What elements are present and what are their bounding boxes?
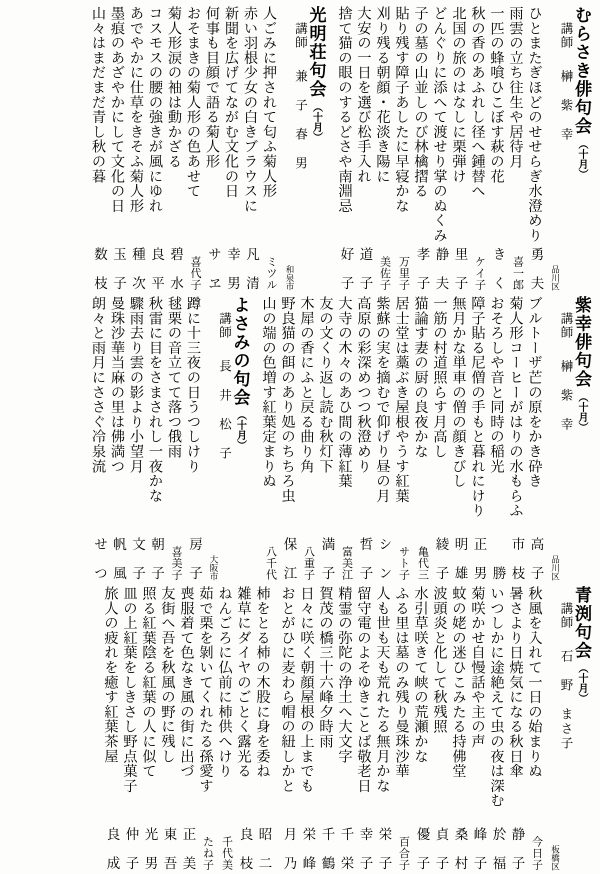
haiku-entry (506, 296, 525, 582)
haiku-verse: 毬栗の音立てて落つ俄雨 (166, 296, 182, 459)
haiku-verse: 猫論す妻の厨の良夜かな (412, 296, 429, 459)
haiku-author: 優 子 (413, 826, 430, 870)
haiku-entry (373, 586, 392, 872)
haiku-entry (145, 296, 164, 582)
haiku-entry (411, 6, 430, 292)
teacher-label: 講師 (293, 22, 309, 49)
haiku-verse: コスモスの腰の強きが風にゆれ (147, 6, 163, 214)
haiku-verse: あでやかに仕草をきそふ菊人形 (128, 6, 144, 214)
teacher-label: 講師 (217, 312, 233, 339)
haiku-entry (506, 586, 525, 872)
haiku-author: 八重子 (302, 545, 316, 580)
haiku-author: 月 乃 (280, 826, 297, 870)
haiku-author: 勇 夫 (527, 246, 544, 290)
band-top (0, 6, 600, 292)
haiku-author: 種 次 (129, 246, 145, 290)
haiku-author: 幸 男 (224, 246, 240, 290)
club-header (218, 296, 250, 582)
haiku-verse: 一筋の村道照らす月高し (431, 296, 448, 459)
haiku-entry (101, 586, 120, 872)
haiku-verse: ねんごろに仏前に柿供へけり (216, 586, 233, 779)
haiku-entry (373, 6, 392, 292)
haiku-verse: 皿の上紅葉をしきさし野点菓子 (121, 586, 138, 794)
haiku-author: 朝 子 (148, 536, 164, 580)
haiku-entry (126, 296, 145, 582)
haiku-verse: 蚊の姥の迷ひこみたる持佛堂 (450, 586, 467, 779)
haiku-entry (373, 296, 392, 582)
haiku-entry (215, 586, 234, 872)
haiku-entry (468, 296, 487, 582)
haiku-entry (221, 6, 240, 292)
region-label: 大阪市 (208, 554, 218, 580)
haiku-author: 市 枝 (508, 536, 525, 580)
region-label: 板橋区 (549, 844, 560, 870)
haiku-author: 亀代三 (416, 545, 430, 580)
haiku-verse: 子の墓の山並しのび林檎摺る (412, 6, 429, 199)
haiku-verse: 秋風を入れて一日の始まりぬ (526, 586, 543, 779)
haiku-verse: 茹で栗を剝いてくれたる孫愛す (197, 586, 214, 794)
haiku-verse: 高原の彩深めつつ秋澄めり (355, 296, 372, 474)
haiku-entry (525, 586, 544, 872)
haiku-entry (468, 586, 487, 872)
teacher-block (294, 22, 307, 171)
region-marker-column (278, 6, 293, 292)
haiku-entry (392, 296, 411, 582)
haiku-verse: 赤い羽根少女の白きブラウスに (242, 6, 258, 214)
haiku-author: シ ン (375, 536, 392, 580)
haiku-verse: 紫蘇の実を摘むで仰げり昼の月 (374, 296, 391, 504)
haiku-author: 正 美 (179, 826, 196, 870)
haiku-author: 栄 峰 (299, 826, 316, 870)
haiku-author: 帆 風 (110, 536, 126, 580)
haiku-verse: 野良猫の餌のあり処のちちろ虫 (279, 296, 296, 504)
haiku-verse: 曼珠沙華当麻の里は佛満つ (109, 296, 125, 474)
haiku-verse: 精霊の弥陀の浄土へ大文字 (336, 586, 353, 764)
club-section-koumeisou (82, 6, 329, 292)
teacher-name: 兼 子 春 男 (293, 55, 309, 171)
haiku-entry (234, 586, 253, 872)
haiku-entry (240, 6, 259, 292)
club-name: 紫幸俳句会 (571, 296, 591, 389)
haiku-entry (487, 296, 506, 582)
haiku-author: ケイ子 (473, 255, 487, 290)
haiku-verse: 日々に咲く朝顔屋根の上までも (298, 586, 315, 794)
region-label: 品川区 (549, 264, 560, 290)
haiku-verse: 無月かな単車の僧の顔きびし (450, 296, 467, 489)
haiku-entry (525, 6, 544, 292)
haiku-entry (316, 586, 335, 872)
haiku-entry (487, 6, 506, 292)
haiku-author: 幸 子 (356, 826, 373, 870)
club-title-line (231, 296, 250, 450)
haiku-entry (139, 586, 158, 872)
teacher-name: 長 井 松 子 (217, 345, 233, 461)
haiku-verse: 友街へ吾を秋風の野に残し (159, 586, 176, 764)
haiku-verse: どんぐりに添へて渡せり掌のぬくみ (431, 6, 448, 243)
haiku-verse: 留守電のよそゆきことば敬老日 (355, 586, 372, 794)
haiku-author: 凡 清 (243, 246, 259, 290)
haiku-entry (259, 6, 278, 292)
haiku-author: せ つ (91, 536, 107, 580)
haiku-entry (430, 296, 449, 582)
haiku-entry (411, 296, 430, 582)
haiku-entry (449, 586, 468, 872)
haiku-entry (126, 6, 145, 292)
haiku-verse: 賀茂の橋三十六峰夕時雨 (317, 586, 334, 749)
haiku-entry (335, 6, 354, 292)
haiku-author: 房 子 (186, 536, 202, 580)
haiku-author: ミツル (265, 255, 278, 290)
haiku-entry (259, 296, 278, 582)
haiku-author: 千 栄 (337, 826, 354, 870)
haiku-entry (487, 586, 506, 872)
haiku-entry (202, 6, 221, 292)
haiku-verse: 菊人形コーヒーがはりの水もらふ (507, 296, 524, 518)
club-header (294, 6, 326, 292)
haiku-entry (354, 586, 373, 872)
haiku-entry (335, 586, 354, 872)
haiku-author: 美佐子 (378, 255, 392, 290)
haiku-verse: 蹲に十三夜の日うつしけり (185, 296, 201, 474)
haiku-entry (196, 586, 215, 872)
haiku-entry (278, 296, 297, 582)
haiku-author: 孝 子 (413, 246, 430, 290)
haiku-entry (297, 296, 316, 582)
haiku-entry (411, 586, 430, 872)
teacher-name: 石 野 まさ子 (559, 635, 574, 751)
haiku-entry (506, 6, 525, 292)
haiku-entry (354, 296, 373, 582)
haiku-author: 好 子 (337, 246, 354, 290)
haiku-entry (278, 586, 297, 872)
haiku-entry (335, 296, 354, 582)
haiku-verse: 大安の一日を選び松手入れ (355, 6, 372, 184)
haiku-author: 道 子 (356, 246, 373, 290)
club-title-line (572, 296, 591, 432)
haiku-entry (164, 296, 183, 582)
haiku-verse: 大寺の木々のあひ間の薄紅葉 (336, 296, 353, 489)
haiku-entry (449, 6, 468, 292)
haiku-verse: ふる里は墓のみ残り曼珠沙華 (393, 586, 410, 779)
haiku-verse: 山々はまだまだ青し秋の暮 (90, 6, 106, 184)
club-name: 青渕句会 (571, 586, 591, 660)
haiku-entry (392, 6, 411, 292)
haiku-verse: 旅人の疲れを癒す紅葉茶屋 (102, 586, 119, 764)
haiku-author: 勝 (489, 565, 506, 580)
haiku-entry (392, 586, 411, 872)
haiku-entry (430, 586, 449, 872)
haiku-author: 綾 子 (432, 536, 449, 580)
haiku-author: 哲 子 (356, 536, 373, 580)
club-month: （十月） (576, 391, 587, 432)
haiku-entry (88, 6, 107, 292)
haiku-entry (183, 296, 202, 582)
haiku-author: 満 子 (318, 536, 335, 580)
teacher-label: 講師 (559, 22, 574, 49)
haiku-author: 明 雄 (451, 536, 468, 580)
club-section-aobuchi (272, 586, 595, 872)
haiku-verse: 朗々と雨月にささぐ冷泉流 (90, 296, 106, 474)
haiku-verse: 山の端の色増す紅葉定まりぬ (260, 296, 277, 489)
teacher-block (560, 602, 573, 751)
teacher-name: 榊 紫 幸 (559, 55, 574, 142)
haiku-author: 静 夫 (432, 246, 449, 290)
haiku-verse: 貼り残す障子あしたに早寝かな (393, 6, 410, 214)
haiku-entry (88, 296, 107, 582)
haiku-author: 良 成 (103, 826, 120, 870)
region-marker-column (544, 586, 559, 872)
haiku-entry (253, 586, 272, 872)
haiku-entry (316, 296, 335, 582)
haiku-verse: おそろしや音と同時の稲光 (488, 296, 505, 474)
haiku-entry (430, 6, 449, 292)
haiku-author: 今日子 (530, 835, 544, 870)
haiku-author: 万里子 (397, 255, 411, 290)
club-title-line (572, 586, 591, 703)
haiku-author: 玉 子 (110, 246, 126, 290)
haiku-verse: 秋雷に目をさまされし一夜かな (147, 296, 163, 504)
club-name: 光明荘句会 (305, 6, 326, 99)
band-bottom (0, 586, 600, 872)
haiku-author: 八千代 (264, 545, 278, 580)
haiku-author: 静 子 (508, 826, 525, 870)
haiku-author: 里 子 (451, 246, 468, 290)
haiku-author: 於 福 (489, 826, 506, 870)
haiku-entry (297, 586, 316, 872)
band-middle (0, 296, 600, 582)
club-section-aobuchi-cont (95, 586, 272, 872)
haiku-author: サ ヱ (205, 246, 221, 290)
teacher-label: 講師 (559, 312, 574, 339)
haiku-entry (449, 296, 468, 582)
haiku-verse: 雑草にダイヤのごとく露光る (235, 586, 252, 779)
haiku-verse: 驟雨去り雲の影より小望月 (128, 296, 144, 474)
haiku-author: 東 吾 (160, 826, 177, 870)
haiku-verse: 水引草咲きて峡の荒瀬かな (412, 586, 429, 764)
club-title-line (572, 6, 591, 179)
haiku-author: 文 子 (129, 536, 145, 580)
haiku-verse: 捨て猫の眼のするどさや南淵忌 (336, 6, 353, 214)
haiku-author: サト子 (397, 545, 411, 580)
haiku-verse: 墨痕のあざやかにして文化の日 (109, 6, 125, 214)
teacher-block (560, 22, 573, 142)
region-marker-column (202, 296, 217, 582)
haiku-verse: 菊人形涙の袖は動かざる (166, 6, 182, 169)
haiku-verse: 刈り残る朝顔・花淡き陽に (374, 6, 391, 184)
haiku-verse: 居士堂は藁ぶき屋根やうす紅葉 (393, 296, 410, 504)
teacher-block (218, 312, 231, 461)
haiku-author: 高 子 (527, 536, 544, 580)
haiku-verse: 人ごみに押されて匂ふ菊人形 (261, 6, 277, 199)
haiku-author: 数 枝 (91, 246, 107, 290)
haiku-author: 良 枝 (236, 826, 253, 870)
haiku-entry (158, 586, 177, 872)
club-month: （十月） (576, 663, 587, 703)
haiku-entry (525, 296, 544, 582)
club-month: （十月） (310, 101, 322, 142)
haiku-verse: 何事も目顔で語る菊人形 (204, 6, 220, 169)
haiku-author: 栄 子 (375, 826, 392, 870)
teacher-label: 講師 (559, 602, 574, 629)
club-section-murasaki (329, 6, 595, 292)
region-marker-column (544, 296, 559, 582)
region-label: 和泉市 (284, 264, 294, 290)
haiku-author: 昭 二 (255, 826, 272, 870)
haiku-author: 富美江 (340, 545, 354, 580)
haiku-verse: ブルトーザ芒の原をかき砕き (526, 296, 543, 489)
club-section-yosami (82, 296, 253, 582)
haiku-author: 峰 子 (470, 826, 487, 870)
haiku-entry (145, 6, 164, 292)
haiku-verse: 照る紅葉陰る紅葉の人に似て (140, 586, 157, 779)
haiku-entry (164, 6, 183, 292)
haiku-verse: 雨雲の立ち往生や居待月 (507, 6, 524, 169)
teacher-block (560, 312, 573, 432)
haiku-entry (120, 586, 139, 872)
haiku-author: き く (489, 246, 506, 290)
haiku-verse: おそまきの菊人形の色あせて (185, 6, 201, 199)
haiku-verse: 木犀の香にふと戻る曲り角 (298, 296, 315, 474)
haiku-author: 保 江 (280, 536, 297, 580)
haiku-verse: 柿をとる柿の木股に身を委ね (254, 586, 271, 779)
haiku-verse: 暑さより日焼気になる秋日傘 (507, 586, 524, 779)
club-title-line (307, 6, 326, 142)
haiku-entry (468, 6, 487, 292)
haiku-verse: 障子貼る尼僧の手もと暮れにけり (469, 296, 486, 518)
club-month: （十月） (234, 410, 246, 450)
haiku-verse: 一匹の蜂喰ひこぼす萩の花 (488, 6, 505, 184)
region-label: 品川区 (549, 554, 560, 580)
haiku-author: 百合子 (397, 835, 411, 870)
haiku-author: 喜美子 (170, 545, 183, 580)
haiku-verse: 人も世も天も荒れたる無月かな (374, 586, 391, 794)
haiku-verse: おとがひに麦わら帽の紐しかと (279, 586, 296, 794)
haiku-verse: 波頭炎と化して秋残照 (431, 586, 448, 734)
haiku-entry (177, 586, 196, 872)
club-name: むらさき俳句会 (571, 6, 591, 136)
club-header (560, 586, 592, 872)
haiku-author: 良 平 (148, 246, 164, 290)
region-marker-column (544, 6, 559, 292)
haiku-verse: いつしかに途絶えて虫の夜は深む (488, 586, 505, 808)
haiku-author: 光 男 (141, 826, 158, 870)
haiku-author: たね子 (201, 835, 215, 870)
haiku-author: 千代美 (220, 835, 234, 870)
haiku-verse: 菊咲かせ自慢話や主の声 (469, 586, 486, 749)
club-name: よさみの句会 (229, 296, 250, 407)
haiku-author: 喜代子 (189, 255, 202, 290)
haiku-author: 千 鶴 (318, 826, 335, 870)
haiku-verse: 北国の旅のはなしに栗弾け (450, 6, 467, 184)
haiku-author: 喜一郎 (511, 255, 525, 290)
haiku-verse: 新聞を広げてながむ文化の日 (223, 6, 239, 199)
haiku-verse: 喪服着て色なき風の街に出づ (178, 586, 195, 779)
teacher-name: 榊 紫 幸 (559, 345, 574, 432)
haiku-author: 碧 水 (167, 246, 183, 290)
haiku-verse: 秋の香のあふれし径へ鍾替へ (469, 6, 486, 199)
club-section-shikou (253, 296, 595, 582)
club-month: （十月） (576, 138, 587, 179)
haiku-verse: 友の文くり返し読む秋灯下 (317, 296, 334, 474)
haiku-verse: ひとまたぎほどのせせらぎ水澄めり (526, 6, 543, 243)
haiku-author: 貞 子 (432, 826, 449, 870)
haiku-author: 桑 村 (451, 826, 468, 870)
haiku-entry (107, 296, 126, 582)
haiku-entry (107, 6, 126, 292)
haiku-entry (183, 6, 202, 292)
haiku-entry (354, 6, 373, 292)
haiku-author: 正 男 (470, 536, 487, 580)
haiku-author: 仲 子 (122, 826, 139, 870)
club-header (560, 6, 592, 292)
club-header (560, 296, 592, 582)
